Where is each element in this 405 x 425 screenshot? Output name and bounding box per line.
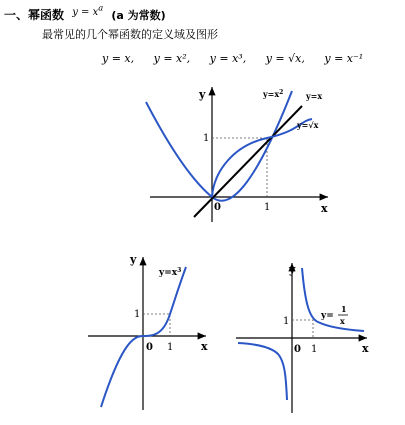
- label-y-reciprocal: [320, 304, 348, 326]
- formula-square: y = x²,: [153, 52, 191, 65]
- svg-text:x: x: [340, 316, 345, 326]
- reciprocal-y-tick: 1: [283, 316, 290, 327]
- cubic-x-label: x: [201, 340, 208, 353]
- subheading: 最常见的几个幂函数的定义域及图形: [42, 28, 218, 41]
- main-graph: [146, 87, 328, 222]
- formula-linear: y = x,: [102, 52, 135, 65]
- cubic-y-tick: 1: [134, 309, 141, 320]
- reciprocal-x-tick: 1: [311, 344, 318, 355]
- curve-y-x: [194, 106, 302, 217]
- svg-text:1: 1: [341, 304, 347, 314]
- formula-cube: y = x³,: [209, 52, 247, 65]
- reciprocal-x-label: x: [362, 342, 369, 355]
- reciprocal-origin-label: 0: [294, 344, 301, 355]
- main-x-label: x: [321, 202, 328, 215]
- label-y-x: y=x: [306, 91, 323, 101]
- cubic-x-tick: 1: [167, 342, 174, 353]
- curve-y-x-squared: [146, 91, 292, 201]
- cubic-origin-label: 0: [146, 342, 153, 353]
- curve-reciprocal-negative: [238, 343, 287, 400]
- formula-reciprocal: y = x⁻¹: [324, 52, 364, 65]
- label-y-x-cubed: $y=x^3$: [159, 267, 182, 278]
- main-x-tick: 1: [264, 202, 271, 213]
- heading-note: (a 为常数): [111, 9, 166, 22]
- reciprocal-graph: [236, 263, 369, 413]
- label-y-sqrt-x: y=√x: [297, 120, 319, 130]
- main-y-tick: 1: [203, 133, 210, 144]
- formula-sqrt: y = √x,: [265, 52, 305, 65]
- main-y-label: y: [199, 88, 206, 101]
- label-y-x-squared: $y=x^2$: [263, 89, 284, 99]
- curve-reciprocal-positive: [302, 268, 364, 331]
- main-origin-label: 0: [214, 202, 221, 213]
- heading-prefix: 一、幂函数: [4, 8, 65, 22]
- reciprocal-y-label: y: [289, 263, 296, 276]
- svg-text:y=: y=: [321, 311, 334, 321]
- reciprocal-guide-lines: [292, 320, 313, 338]
- main-guide-lines: [212, 138, 267, 197]
- heading-formula: y = xa: [72, 2, 104, 18]
- cubic-y-label: y: [130, 253, 137, 266]
- cubic-graph: [88, 253, 208, 410]
